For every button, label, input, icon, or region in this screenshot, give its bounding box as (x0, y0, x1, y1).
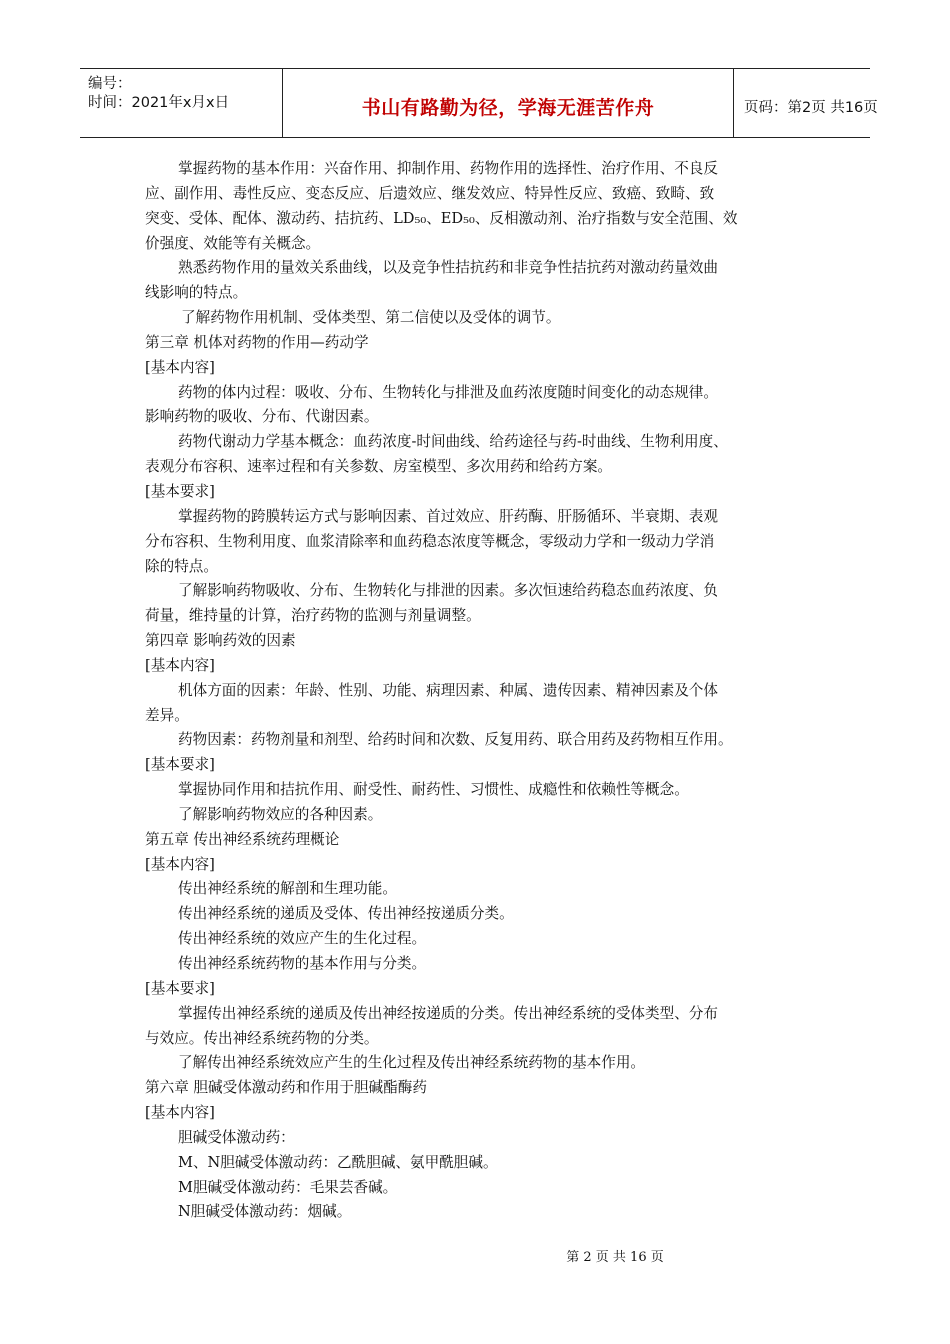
page-header (80, 68, 878, 138)
document-date: 时间：2021年x月x日 (88, 95, 230, 111)
text-line: [基本内容] (145, 1104, 215, 1122)
page-footer: 第 2 页 共 16 页 (566, 1250, 664, 1265)
text-line: 传出神经系统的解剖和生理功能。 (178, 880, 397, 898)
text-line: 传出神经系统的效应产生的生化过程。 (178, 930, 427, 948)
text-line: 突变、受体、配体、激动药、拮抗药、LD₅₀、ED₅₀、反相激动剂、治疗指数与安全范围、效 (145, 209, 738, 227)
text-line: 差异。 (145, 706, 189, 724)
text-line: 与效应。传出神经系统药物的分类。 (145, 1029, 379, 1047)
text-line: [基本内容] (145, 656, 215, 674)
text-line: 掌握药物的基本作用：兴奋作用、抑制作用、药物作用的选择性、治疗作用、不良反 (178, 160, 718, 177)
text-line: 传出神经系统药物的基本作用与分类。 (178, 955, 427, 972)
text-line: M胆碱受体激动药：毛果芸香碱。 (178, 1178, 398, 1196)
text-line: 除的特点。 (145, 557, 218, 575)
text-line: 应、副作用、毒性反应、变态反应、后遗效应、继发效应、特异性反应、致癌、致畸、致 (145, 184, 715, 202)
text-line: 了解药物作用机制、受体类型、第二信使以及受体的调节。 (181, 309, 561, 327)
text-line: 传出神经系统的递质及受体、传出神经按递质分类。 (178, 905, 514, 923)
text-line: 影响药物的吸收、分布、代谢因素。 (145, 408, 379, 426)
text-line: 了解影响药物效应的各种因素。 (178, 805, 383, 823)
text-line: 分布容积、生物利用度、血浆清除率和血药稳态浓度等概念，零级动力学和一级动力学消 (145, 532, 715, 550)
text-line: 胆碱受体激动药： (178, 1128, 295, 1146)
text-line: 掌握传出神经系统的递质及传出神经按递质的分类。传出神经系统的受体类型、分布 (178, 1004, 718, 1022)
text-line: M、N胆碱受体激动药：乙酰胆碱、氨甲酰胆碱。 (178, 1153, 498, 1171)
header-page-cell (734, 69, 878, 137)
text-line: 药物代谢动力学基本概念：血药浓度-时间曲线、给药途径与药-时曲线、生物利用度、 (178, 433, 728, 451)
text-line: 价强度、效能等有关概念。 (145, 234, 321, 252)
text-line: [基本要求] (145, 482, 215, 500)
header-page-number: 页码：第2页 共16页 (744, 100, 878, 116)
text-line: [基本内容] (145, 358, 215, 376)
text-line: 第六章 胆碱受体激动药和作用于胆碱酯酶药 (145, 1079, 427, 1097)
header-motto-cell (282, 69, 734, 137)
text-line: 掌握药物的跨膜转运方式与影响因素、首过效应、肝药酶、肝肠循环、半衰期、表观 (178, 507, 718, 525)
text-line: 熟悉药物作用的量效关系曲线，以及竞争性拮抗药和非竞争性拮抗药对激动药量效曲 (178, 259, 718, 277)
text-line: 第五章 传出神经系统药理概论 (145, 830, 340, 848)
text-line: 表观分布容积、速率过程和有关参数、房室模型、多次用药和给药方案。 (145, 458, 613, 476)
text-line: 机体方面的因素：年龄、性别、功能、病理因素、种属、遗传因素、精神因素及个体 (178, 681, 718, 699)
text-line: [基本内容] (145, 855, 215, 873)
text-line: [基本要求] (145, 756, 215, 774)
text-line: [基本要求] (145, 979, 215, 997)
document-number: 编号： (88, 76, 132, 92)
text-line: 掌握协同作用和拮抗作用、耐受性、耐药性、习惯性、成瘾性和依赖性等概念。 (178, 781, 689, 799)
text-line: 第四章 影响药效的因素 (145, 632, 296, 650)
text-line: 药物因素：药物剂量和剂型、给药时间和次数、反复用药、联合用药及药物相互作用。 (178, 731, 733, 749)
header-motto: 书山有路勤为径，学海无涯苦作舟 (361, 97, 655, 119)
text-line: 药物的体内过程：吸收、分布、生物转化与排泄及血药浓度随时间变化的动态规律。 (178, 383, 718, 401)
header-meta-cell (80, 69, 282, 137)
document-body (145, 157, 825, 1225)
text-line: 了解传出神经系统效应产生的生化过程及传出神经系统药物的基本作用。 (178, 1054, 646, 1072)
text-line: N胆碱受体激动药：烟碱。 (178, 1203, 352, 1221)
text-line: 线影响的特点。 (145, 284, 248, 302)
text-line: 荷量，维持量的计算，治疗药物的监测与剂量调整。 (145, 607, 481, 625)
text-line: 第三章 机体对药物的作用—药动学 (145, 333, 369, 351)
text-line: 了解影响药物吸收、分布、生物转化与排泄的因素。多次恒速给药稳态血药浓度、负 (178, 582, 718, 600)
